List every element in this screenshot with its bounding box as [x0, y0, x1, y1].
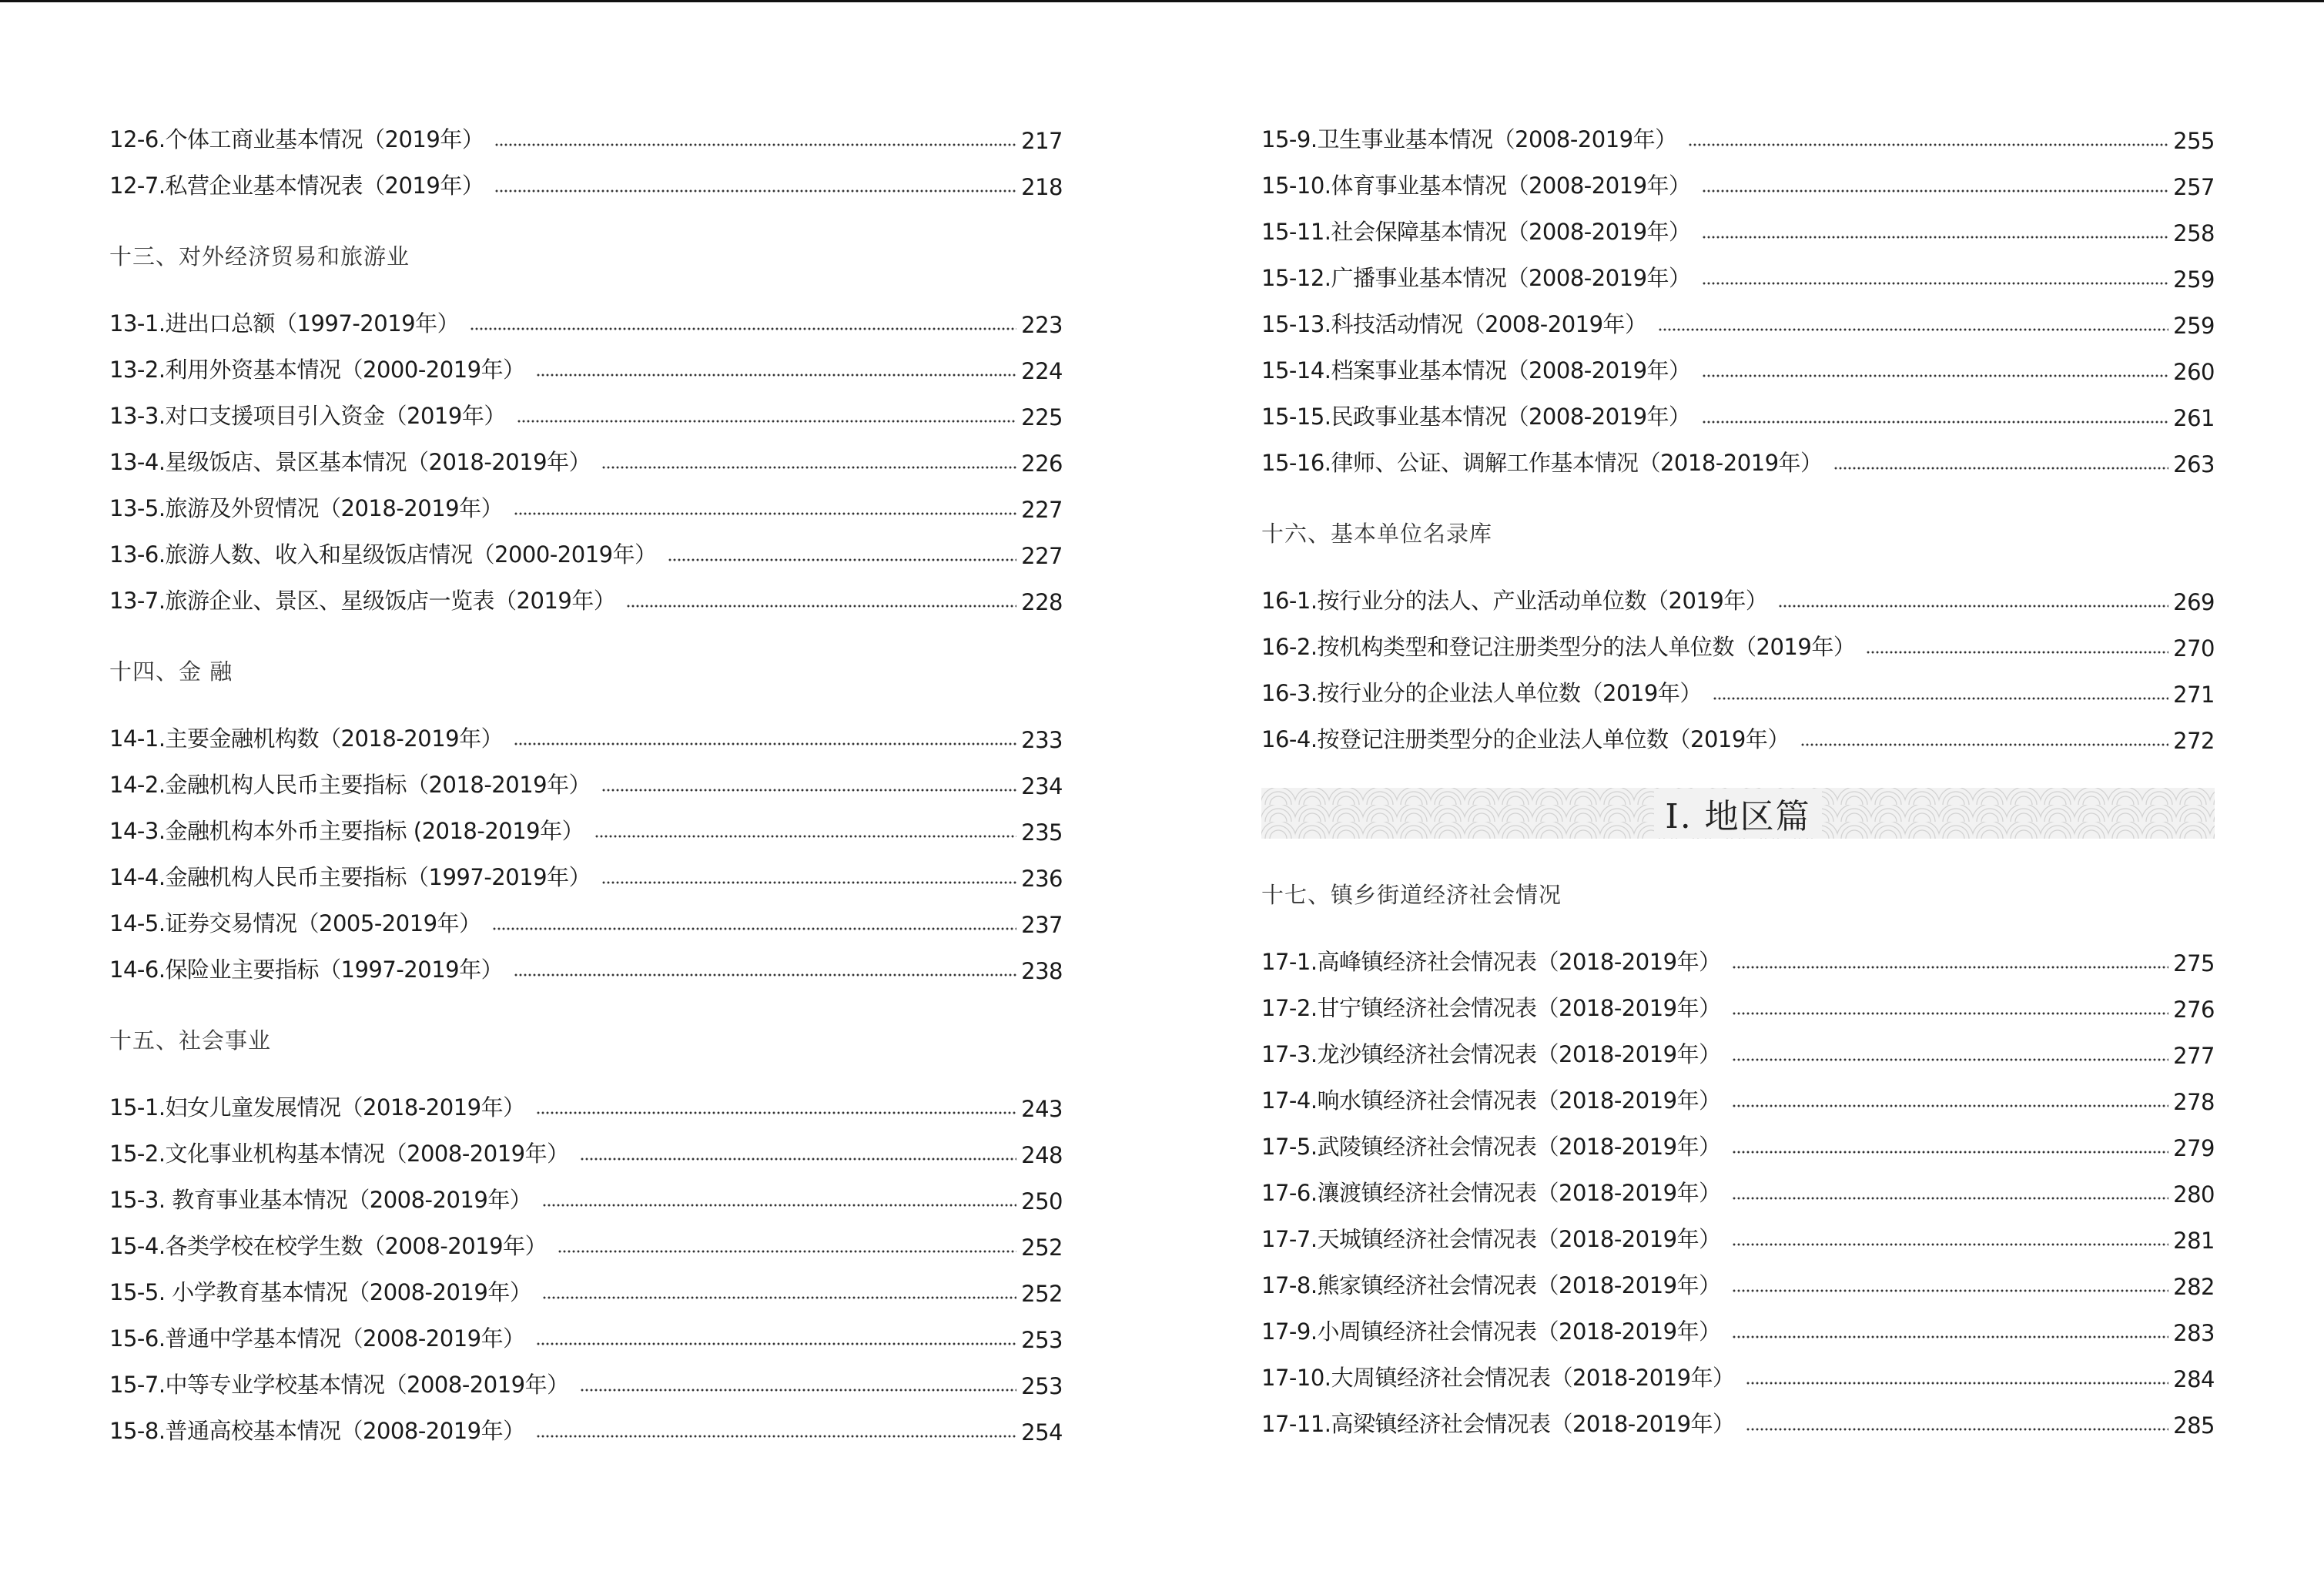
dot-leader [1833, 465, 2169, 471]
top-border [0, 0, 2324, 2]
toc-page-number: 228 [1021, 589, 1063, 615]
section-heading: 十三、对外经济贸易和旅游业 [109, 243, 410, 270]
dot-leader [1713, 695, 2168, 702]
toc-entry-title: 13-2.利用外资基本情况（2000-2019年） [109, 357, 525, 383]
toc-entry-title: 17-8.熊家镇经济社会情况表（2018-2019年） [1261, 1272, 1721, 1298]
dot-leader [1732, 1057, 2169, 1063]
dot-leader [1866, 649, 2168, 655]
toc-entry[interactable] [1261, 615, 2215, 662]
toc-entry-title: 13-5.旅游及外贸情况（2018-2019年） [109, 495, 504, 521]
toc-entry[interactable] [1261, 662, 2215, 708]
dot-leader [580, 1387, 1017, 1393]
toc-entry-title: 15-15.民政事业基本情况（2008-2019年） [1261, 404, 1691, 430]
toc-entry-title: 14-4.金融机构人民币主要指标（1997-2019年） [109, 864, 591, 890]
dot-leader [536, 1341, 1017, 1347]
toc-entry-title: 17-7.天城镇经济社会情况表（2018-2019年） [1261, 1226, 1721, 1252]
toc-column-right [1261, 108, 2215, 1439]
toc-entry[interactable] [109, 707, 1063, 753]
toc-entry-title: 15-10.体育事业基本情况（2008-2019年） [1261, 173, 1691, 199]
toc-entry[interactable] [109, 1168, 1063, 1214]
dot-leader [492, 926, 1017, 932]
dot-leader [494, 142, 1016, 148]
toc-page-number: 259 [2173, 313, 2215, 339]
dot-leader [1702, 234, 2169, 240]
toc-entry[interactable] [109, 108, 1063, 154]
toc-entry[interactable] [1261, 1346, 2215, 1392]
toc-entry-title: 13-7.旅游企业、景区、星级饭店一览表（2019年） [109, 588, 616, 614]
toc-entry[interactable] [1261, 569, 2215, 615]
dot-leader [1732, 1149, 2169, 1155]
toc-entry[interactable] [1261, 1161, 2215, 1208]
toc-page-number: 277 [2173, 1043, 2215, 1069]
dot-leader [514, 741, 1016, 747]
toc-entry-title: 15-11.社会保障基本情况（2008-2019年） [1261, 219, 1691, 245]
toc-page-number: 272 [2173, 728, 2215, 754]
toc-entry[interactable] [109, 569, 1063, 615]
toc-page-number: 284 [2173, 1366, 2215, 1392]
toc-entry-title: 17-1.高峰镇经济社会情况表（2018-2019年） [1261, 949, 1721, 975]
toc-entry-title: 12-6.个体工商业基本情况（2019年） [109, 126, 484, 152]
toc-page-number: 275 [2173, 950, 2215, 977]
toc-page-number: 253 [1021, 1373, 1063, 1399]
toc-entry-title: 14-2.金融机构人民币主要指标（2018-2019年） [109, 772, 591, 798]
toc-page-number: 276 [2173, 997, 2215, 1023]
toc-entry-title: 16-3.按行业分的企业法人单位数（2019年） [1261, 680, 1702, 706]
toc-entry[interactable] [109, 1307, 1063, 1353]
toc-page-number: 280 [2173, 1181, 2215, 1208]
dot-leader [1746, 1380, 2169, 1386]
dot-leader [542, 1202, 1016, 1208]
toc-entry-title: 16-4.按登记注册类型分的企业法人单位数（2019年） [1261, 726, 1790, 752]
toc-page-number: 270 [2173, 635, 2215, 662]
toc-page-number: 279 [2173, 1135, 2215, 1161]
dot-leader [536, 1110, 1017, 1116]
toc-entry-title: 15-16.律师、公证、调解工作基本情况（2018-2019年） [1261, 450, 1823, 476]
toc-page-number: 243 [1021, 1096, 1063, 1122]
dot-leader [1702, 280, 2169, 286]
part-title: Ⅰ. 地区篇 [1654, 789, 1821, 838]
toc-page-number: 238 [1021, 958, 1063, 984]
dot-leader [514, 511, 1016, 517]
toc-entry[interactable] [1261, 1208, 2215, 1254]
toc-page-number: 223 [1021, 312, 1063, 338]
toc-entry[interactable] [109, 1122, 1063, 1168]
toc-entry[interactable] [109, 338, 1063, 384]
dot-leader [1702, 188, 2169, 194]
part-banner [1261, 788, 2215, 839]
toc-entry[interactable] [109, 292, 1063, 338]
toc-entry-title: 17-3.龙沙镇经济社会情况表（2018-2019年） [1261, 1041, 1721, 1067]
toc-entry-title: 13-1.进出口总额（1997-2019年） [109, 310, 460, 337]
toc-entry[interactable] [1261, 246, 2215, 293]
dot-leader [542, 1295, 1016, 1301]
toc-entry-title: 13-3.对口支援项目引入资金（2019年） [109, 403, 506, 429]
dot-leader [1702, 373, 2169, 379]
toc-entry-title: 17-11.高梁镇经济社会情况表（2018-2019年） [1261, 1411, 1735, 1437]
toc-entry-title: 15-4.各类学校在校学生数（2008-2019年） [109, 1233, 548, 1259]
toc-page-number: 235 [1021, 819, 1063, 846]
toc-entry-title: 17-5.武陵镇经济社会情况表（2018-2019年） [1261, 1134, 1721, 1160]
toc-page-number: 259 [2173, 266, 2215, 293]
toc-entry[interactable] [109, 846, 1063, 892]
toc-page-number: 283 [2173, 1320, 2215, 1346]
toc-entry-title: 17-6.瀼渡镇经济社会情况表（2018-2019年） [1261, 1180, 1721, 1206]
toc-entry-title: 15-3. 教育事业基本情况（2008-2019年） [109, 1187, 532, 1213]
toc-entry-title: 14-5.证券交易情况（2005-2019年） [109, 910, 481, 936]
toc-entry[interactable] [109, 384, 1063, 431]
toc-entry[interactable] [109, 523, 1063, 569]
toc-entry-title: 15-7.中等专业学校基本情况（2008-2019年） [109, 1372, 569, 1398]
dot-leader [494, 188, 1016, 194]
toc-entry-title: 15-1.妇女儿童发展情况（2018-2019年） [109, 1094, 525, 1121]
dot-leader [1702, 419, 2169, 425]
toc-entry-title: 14-6.保险业主要指标（1997-2019年） [109, 956, 504, 983]
dot-leader [514, 972, 1016, 978]
toc-entry[interactable] [1261, 1392, 2215, 1439]
dot-leader [580, 1156, 1017, 1162]
dot-leader [594, 833, 1016, 839]
toc-entry[interactable] [109, 154, 1063, 200]
toc-entry[interactable] [1261, 1254, 2215, 1300]
toc-page-number: 258 [2173, 220, 2215, 246]
toc-entry-title: 17-10.大周镇经济社会情况表（2018-2019年） [1261, 1365, 1735, 1391]
dot-leader [1800, 742, 2168, 748]
toc-page-number: 278 [2173, 1089, 2215, 1115]
toc-entry[interactable] [109, 1214, 1063, 1261]
toc-entry[interactable] [109, 1261, 1063, 1307]
toc-entry-title: 13-6.旅游人数、收入和星级饭店情况（2000-2019年） [109, 541, 657, 568]
dot-leader [470, 326, 1016, 332]
toc-entry[interactable] [109, 431, 1063, 477]
toc-page-number: 226 [1021, 451, 1063, 477]
toc-entry-title: 14-3.金融机构本外币主要指标 (2018-2019年） [109, 818, 584, 844]
dot-leader [1732, 1334, 2169, 1340]
toc-page-number: 269 [2173, 589, 2215, 615]
toc-page-number: 233 [1021, 727, 1063, 753]
toc-page-number: 254 [1021, 1419, 1063, 1446]
dot-leader [536, 372, 1017, 378]
toc-entry-title: 15-12.广播事业基本情况（2008-2019年） [1261, 265, 1691, 291]
toc-page-number: 261 [2173, 405, 2215, 431]
toc-entry-title: 15-9.卫生事业基本情况（2008-2019年） [1261, 126, 1677, 152]
section-heading: 十五、社会事业 [109, 1027, 272, 1054]
toc-page-number: 250 [1021, 1188, 1063, 1214]
toc-page-number: 285 [2173, 1412, 2215, 1439]
toc-page-number: 234 [1021, 773, 1063, 799]
dot-leader [1732, 1195, 2169, 1201]
toc-entry[interactable] [109, 799, 1063, 846]
toc-page-number: 252 [1021, 1235, 1063, 1261]
toc-page-number: 253 [1021, 1327, 1063, 1353]
toc-entry-title: 14-1.主要金融机构数（2018-2019年） [109, 725, 504, 752]
toc-page-number: 227 [1021, 543, 1063, 569]
dot-leader [1746, 1426, 2169, 1432]
toc-entry[interactable] [1261, 1300, 2215, 1346]
dot-leader [601, 787, 1016, 793]
toc-entry[interactable] [1261, 1115, 2215, 1161]
dot-leader [626, 603, 1016, 609]
toc-entry[interactable] [109, 938, 1063, 984]
dot-leader [1658, 327, 2169, 333]
dot-leader [1732, 1288, 2169, 1294]
toc-entry-title: 17-9.小周镇经济社会情况表（2018-2019年） [1261, 1318, 1721, 1345]
toc-page-number: 281 [2173, 1228, 2215, 1254]
toc-page-number: 260 [2173, 359, 2215, 385]
toc-page-number: 263 [2173, 451, 2215, 477]
toc-entry-title: 13-4.星级饭店、景区基本情况（2018-2019年） [109, 449, 591, 475]
section-heading: 十四、金 融 [109, 658, 233, 685]
toc-column-left [109, 108, 1063, 1446]
toc-entry[interactable] [1261, 1023, 2215, 1069]
toc-entry[interactable] [1261, 385, 2215, 431]
toc-page-number: 252 [1021, 1281, 1063, 1307]
toc-page-number: 282 [2173, 1274, 2215, 1300]
toc-entry[interactable] [109, 1353, 1063, 1399]
toc-entry-title: 17-2.甘宁镇经济社会情况表（2018-2019年） [1261, 995, 1721, 1021]
dot-leader [1732, 1010, 2169, 1017]
toc-page-number: 236 [1021, 866, 1063, 892]
toc-page-number: 217 [1021, 128, 1063, 154]
toc-page-number: 248 [1021, 1142, 1063, 1168]
dot-leader [536, 1433, 1017, 1439]
toc-entry-title: 15-6.普通中学基本情况（2008-2019年） [109, 1325, 525, 1352]
toc-entry-title: 15-8.普通高校基本情况（2008-2019年） [109, 1418, 525, 1444]
toc-entry[interactable] [1261, 708, 2215, 754]
toc-entry[interactable] [109, 1076, 1063, 1122]
dot-leader [1778, 603, 2168, 609]
toc-entry[interactable] [109, 892, 1063, 938]
dot-leader [1732, 964, 2169, 970]
toc-entry-title: 17-4.响水镇经济社会情况表（2018-2019年） [1261, 1087, 1721, 1114]
toc-entry[interactable] [109, 1399, 1063, 1446]
toc-entry[interactable] [1261, 339, 2215, 385]
section-heading: 十七、镇乡街道经济社会情况 [1261, 882, 1562, 908]
toc-entry-title: 15-13.科技活动情况（2008-2019年） [1261, 311, 1647, 337]
dot-leader [668, 557, 1017, 563]
toc-page-number: 227 [1021, 497, 1063, 523]
toc-entry-title: 12-7.私营企业基本情况表（2019年） [109, 173, 484, 199]
toc-page-number: 271 [2173, 682, 2215, 708]
dot-leader [601, 879, 1016, 886]
dot-leader [1732, 1103, 2169, 1109]
toc-page-number: 255 [2173, 128, 2215, 154]
toc-entry[interactable] [1261, 108, 2215, 154]
dot-leader [517, 418, 1016, 424]
toc-entry-title: 15-14.档案事业基本情况（2008-2019年） [1261, 357, 1691, 384]
toc-entry-title: 16-1.按行业分的法人、产业活动单位数（2019年） [1261, 588, 1768, 614]
toc-page-number: 237 [1021, 912, 1063, 938]
toc-entry[interactable] [1261, 977, 2215, 1023]
toc-page-number: 257 [2173, 174, 2215, 200]
toc-entry[interactable] [1261, 154, 2215, 200]
toc-entry[interactable] [1261, 431, 2215, 477]
dot-leader [1688, 142, 2169, 148]
toc-page-number: 225 [1021, 404, 1063, 431]
toc-entry[interactable] [1261, 293, 2215, 339]
dot-leader [558, 1248, 1016, 1255]
dot-leader [1732, 1241, 2169, 1248]
dot-leader [601, 464, 1016, 471]
toc-entry[interactable] [1261, 200, 2215, 246]
toc-page-number: 218 [1021, 174, 1063, 200]
toc-entry-title: 15-5. 小学教育基本情况（2008-2019年） [109, 1279, 532, 1305]
toc-entry[interactable] [1261, 930, 2215, 977]
toc-entry[interactable] [109, 477, 1063, 523]
toc-entry[interactable] [109, 753, 1063, 799]
section-heading: 十六、基本单位名录库 [1261, 521, 1493, 547]
toc-page-number: 224 [1021, 358, 1063, 384]
toc-entry-title: 15-2.文化事业机构基本情况（2008-2019年） [109, 1141, 569, 1167]
toc-entry[interactable] [1261, 1069, 2215, 1115]
toc-entry-title: 16-2.按机构类型和登记注册类型分的法人单位数（2019年） [1261, 634, 1856, 660]
